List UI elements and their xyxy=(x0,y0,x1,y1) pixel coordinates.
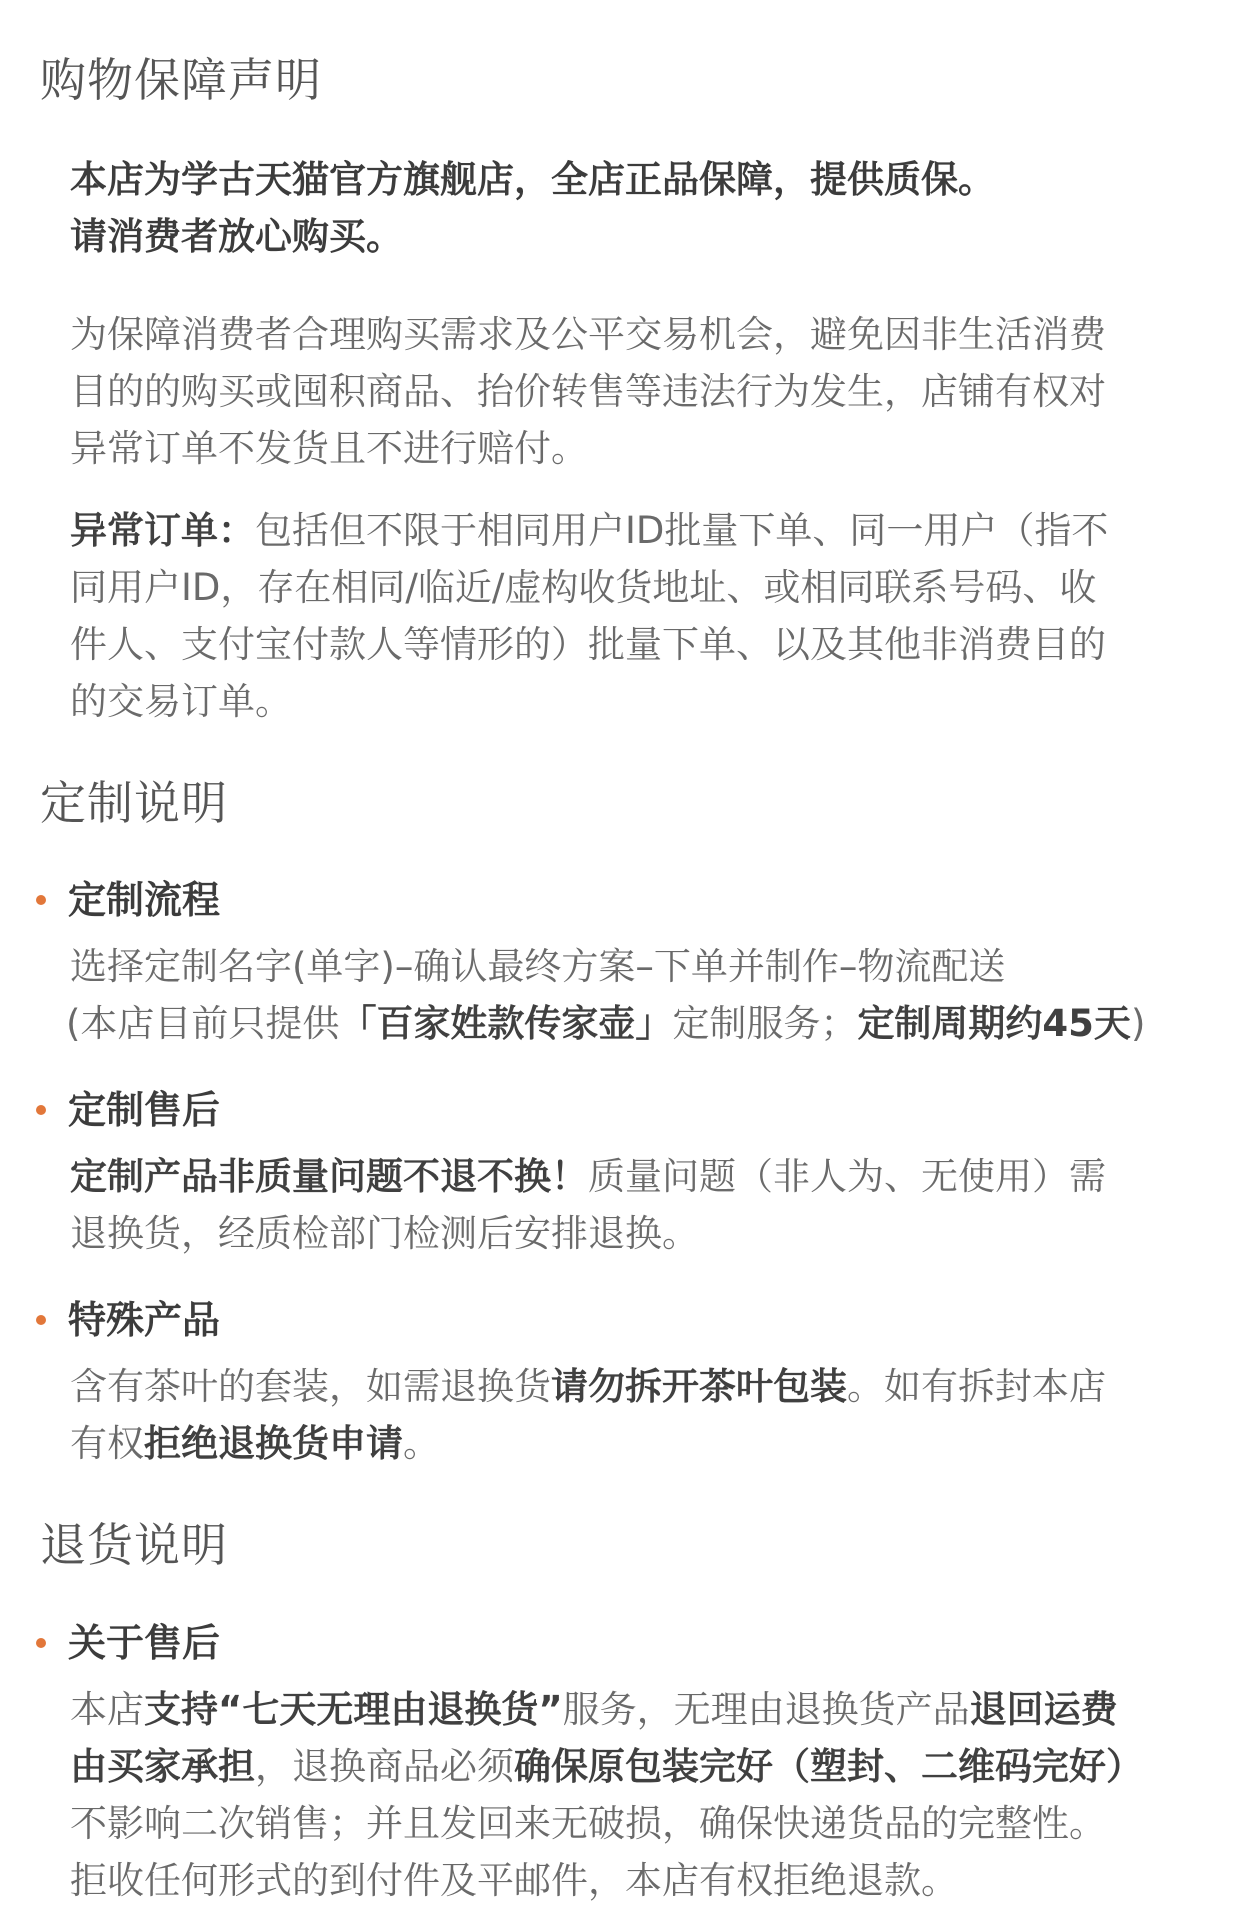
bullet-dot-icon xyxy=(36,1315,46,1325)
bullet-dot-icon xyxy=(36,1105,46,1115)
bullet-dot-icon xyxy=(36,895,46,905)
custom-process-body xyxy=(66,938,1190,1052)
special-product-label: 特殊产品 xyxy=(68,1298,221,1342)
returns-aftersale-heading xyxy=(36,1613,220,1673)
guarantee-paragraph-1 xyxy=(70,306,1190,477)
guarantee-intro-line2: 请消费者放心购买。 xyxy=(70,215,403,258)
special-line1c: 。如有拆封本店 xyxy=(847,1365,1106,1408)
returns-title: 退货说明 xyxy=(40,1518,228,1572)
abnormal-order-line4: 的交易订单。 xyxy=(70,680,292,723)
custom-product-name: 「百家姓款传家壶」 xyxy=(339,1002,673,1045)
custom-aftersale-heading xyxy=(36,1080,220,1140)
abnormal-order-line1: 包括但不限于相同用户ID批量下单、同一用户（指不 xyxy=(255,509,1109,552)
custom-title: 定制说明 xyxy=(40,776,228,830)
returns-line1a: 本店 xyxy=(70,1688,144,1731)
special-line2c: 。 xyxy=(403,1422,440,1465)
abnormal-order-label: 异常订单： xyxy=(70,509,255,552)
special-product-heading xyxy=(36,1290,220,1350)
guarantee-para1-line2: 目的的购买或囤积商品、抬价转售等违法行为发生，店铺有权对 xyxy=(70,370,1106,413)
guarantee-para1-line1: 为保障消费者合理购买需求及公平交易机会，避免因非生活消费 xyxy=(70,313,1106,356)
abnormal-order-paragraph xyxy=(70,502,1190,730)
returns-aftersale-body xyxy=(70,1681,1190,1909)
special-line1a: 含有茶叶的套装，如需退换货 xyxy=(70,1365,551,1408)
guarantee-para1-line3: 异常订单不发货且不进行赔付。 xyxy=(70,427,588,470)
special-line1b: 请勿拆开茶叶包装 xyxy=(551,1365,847,1408)
special-line2b: 拒绝退换货申请 xyxy=(144,1422,403,1465)
custom-period: 定制周期约45天 xyxy=(857,1002,1131,1045)
custom-aftersale-body xyxy=(70,1148,1190,1262)
returns-line1b: 支持“七天无理由退换货” xyxy=(144,1688,563,1731)
custom-process-line1: 选择定制名字(单字)–确认最终方案–下单并制作–物流配送 xyxy=(70,945,1006,988)
custom-aftersale-line2: 退换货，经质检部门检测后安排退换。 xyxy=(70,1212,699,1255)
custom-aftersale-line1b: 质量问题（非人为、无使用）需 xyxy=(588,1155,1106,1198)
custom-process-heading xyxy=(36,870,220,930)
special-product-body xyxy=(70,1358,1190,1472)
returns-line2a: 由买家承担 xyxy=(70,1745,255,1788)
returns-line2c: 确保原包装完好（塑封、二维码完好） xyxy=(514,1745,1143,1788)
returns-line4: 拒收任何形式的到付件及平邮件，本店有权拒绝退款。 xyxy=(70,1859,958,1902)
custom-process-label: 定制流程 xyxy=(68,878,221,922)
returns-line3: 不影响二次销售；并且发回来无破损，确保快递货品的完整性。 xyxy=(70,1802,1106,1845)
returns-line1d: 退回运费 xyxy=(969,1688,1118,1731)
custom-aftersale-line1a: 定制产品非质量问题不退不换！ xyxy=(70,1155,588,1198)
custom-aftersale-label: 定制售后 xyxy=(68,1088,221,1132)
special-line2a: 有权 xyxy=(70,1422,144,1465)
abnormal-order-line3: 件人、支付宝付款人等情形的）批量下单、以及其他非消费目的 xyxy=(70,623,1106,666)
bullet-dot-icon xyxy=(36,1638,46,1648)
custom-process-line2a: (本店目前只提供 xyxy=(66,1002,340,1045)
abnormal-order-line2: 同用户ID，存在相同/临近/虚构收货地址、或相同联系号码、收 xyxy=(70,566,1097,609)
custom-process-line2c: 定制服务； xyxy=(672,1002,858,1045)
guarantee-intro-line1: 本店为学古天猫官方旗舰店，全店正品保障，提供质保。 xyxy=(70,158,995,201)
returns-line1c: 服务，无理由退换货产品 xyxy=(562,1688,970,1731)
guarantee-title: 购物保障声明 xyxy=(40,53,322,107)
custom-process-line2e: ) xyxy=(1130,1002,1146,1045)
returns-aftersale-label: 关于售后 xyxy=(68,1621,221,1665)
guarantee-intro xyxy=(70,151,1190,265)
returns-line2b: ，退换商品必须 xyxy=(255,1745,514,1788)
